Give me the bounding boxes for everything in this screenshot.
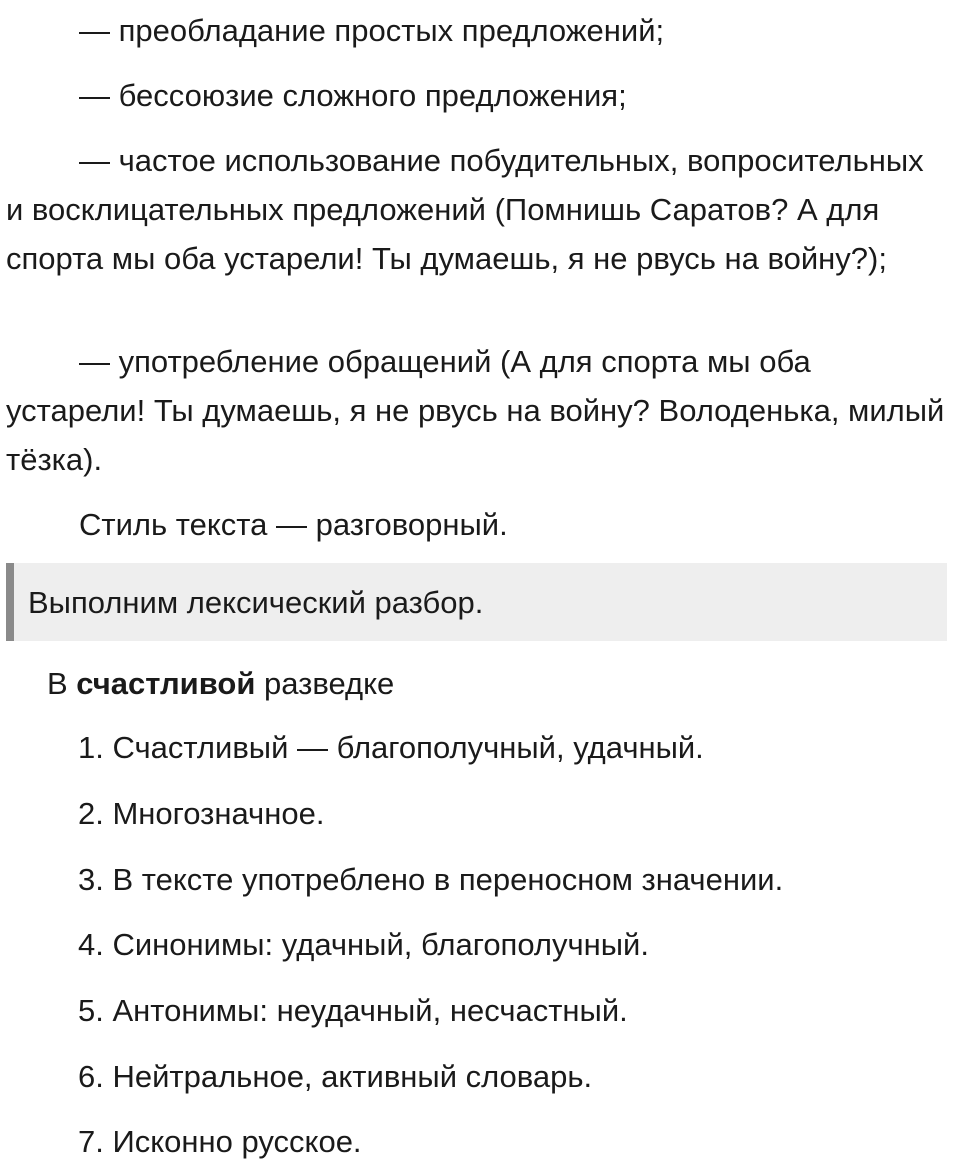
list-item: 4. Синонимы: удачный, благополучный.: [78, 927, 649, 962]
paragraph-addresses: — употребление обращений (А для спорта мы оба устарели! Ты думаешь, я не рвусь на войну? Володенька, милый тёзка).: [6, 344, 945, 477]
list-item: 5. Антонимы: неудачный, несчастный.: [78, 993, 628, 1028]
phrase-suffix: разведке: [255, 666, 395, 701]
list-item: 7. Исконно русское.: [78, 1124, 362, 1159]
callout-box: [6, 563, 947, 641]
callout-text: Выполним лексический разбор.: [28, 585, 484, 620]
paragraph-asyndeton: — бессоюзие сложного предложения;: [79, 78, 627, 113]
paragraph-sentence-types: — частое использование побудительных, вопросительных и восклицательных предложений (Помнишь Саратов? А для спорта мы оба устарели! Ты думаешь, я не рвусь на войну?);: [6, 143, 924, 276]
list-item: 1. Счастливый — благополучный, удачный.: [78, 730, 704, 765]
paragraph-simple-sentences: — преобладание простых предложений;: [79, 13, 665, 48]
list-item: 6. Нейтральное, активный словарь.: [78, 1059, 593, 1094]
paragraph-style: Стиль текста — разговорный.: [79, 507, 508, 542]
analyzed-word: счастливой: [76, 666, 256, 701]
analyzed-phrase: [47, 659, 394, 708]
phrase-prefix: В: [47, 666, 77, 701]
list-item: 3. В тексте употреблено в переносном значении.: [78, 862, 784, 897]
list-item: 2. Многозначное.: [78, 796, 325, 831]
